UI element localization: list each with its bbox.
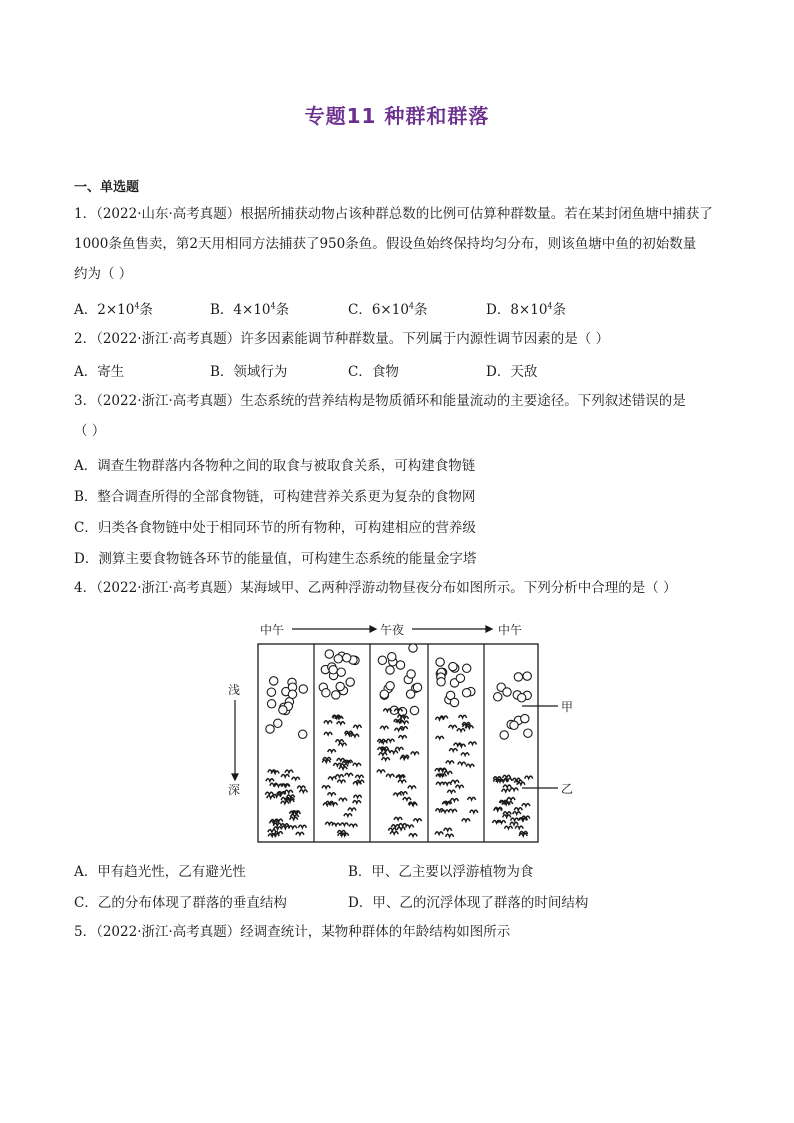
species-b-marker [457,729,465,732]
species-a-marker [450,698,458,706]
species-b-marker [513,812,521,815]
species-b-marker [299,790,307,793]
species-a-marker [413,683,421,691]
q3-stem-line2: （ ） [74,423,106,439]
q4-option-c: C．乙的分布体现了群落的垂直结构 [74,895,287,911]
species-b-marker [441,810,449,813]
species-b-marker [274,827,282,830]
species-b-marker [386,774,394,777]
q1-option-b: B．$4\times 10^4$条 [210,301,290,318]
species-b-marker [337,722,345,725]
species-b-marker [515,826,523,829]
q2-stem: 2．（2022·浙江·高考真题）许多因素能调节种群数量。下列属于内源性调节因素的是（ ） [74,331,610,347]
species-b-marker [398,780,406,783]
species-a-marker [279,706,287,714]
species-b-marker [354,795,362,798]
species-b-marker [324,721,332,724]
species-b-marker [390,832,398,835]
species-b-marker [395,728,403,731]
species-a-marker [270,677,278,685]
species-b-marker [348,808,356,811]
species-b-marker [449,749,457,752]
species-a-markers [266,644,532,739]
species-a-marker [322,689,330,697]
q1-stem-line1: 1．（2022·山东·高考真题）根据所捕获动物占该种群总数的比例可估算种群数量。若在某封闭鱼塘中捕获了 [74,206,713,222]
species-a-marker [299,685,307,693]
species-b-marker [394,817,402,820]
species-a-marker [456,674,464,682]
species-b-marker [285,770,293,773]
species-b-marker [297,786,305,789]
species-b-marker [266,779,274,782]
q1-option-a: A．$2\times 10^4$条 [74,301,153,318]
q1-option-d: D．$8\times 10^4$条 [486,301,566,318]
species-b-marker [456,785,464,788]
species-b-marker [399,824,407,827]
species-b-marker [343,761,351,764]
species-b-marker [386,739,394,742]
species-b-marker [411,752,419,755]
species-a-marker [436,658,444,666]
species-a-marker [329,666,337,674]
species-a-marker [503,688,511,696]
q3-option-a: A．调查生物群落内各物种之间的取食与被取食关系，可构建食物链 [74,458,476,474]
species-b-markers [265,709,532,837]
species-a-marker [514,673,522,681]
species-a-marker [437,678,445,686]
species-b-marker [390,751,398,754]
species-b-marker [380,726,388,729]
depth-arrow [232,700,238,780]
q4-option-d: D．甲、乙的沉浮体现了群落的时间结构 [348,895,589,911]
species-b-marker [399,736,407,739]
species-b-marker [340,823,348,826]
species-a-marker [396,661,404,669]
species-b-marker [296,832,304,835]
species-b-marker [450,799,458,802]
species-b-marker [503,775,511,778]
species-b-marker [339,798,347,801]
q1-stem-line3: 约为（ ） [74,266,133,282]
species-b-marker [447,790,455,793]
species-b-marker [265,792,273,795]
species-b-marker [344,814,352,817]
species-a-marker [288,690,296,698]
species-b-marker [382,758,390,761]
species-b-marker [393,793,401,796]
time-label-noon-right: 中午 [498,623,523,637]
species-b-marker [336,775,344,778]
q3-stem-line1: 3．（2022·浙江·高考真题）生态系统的营养结构是物质循环和能量流动的主要途径。下列叙述错误的是 [74,393,686,409]
species-b-marker [505,826,513,829]
species-b-marker [451,780,459,783]
species-a-marker [378,656,386,664]
q4-option-b: B．甲、乙主要以浮游植物为食 [348,864,534,880]
species-b-marker [435,832,443,835]
species-b-marker [281,801,289,804]
q3-option-d: D．测算主要食物链各环节的能量值，可构建生态系统的能量金字塔 [74,551,477,567]
species-a-marker [343,654,351,662]
species-b-marker [436,736,444,739]
species-b-marker [525,776,533,779]
species-b-marker [377,770,385,773]
species-b-marker [351,734,359,737]
species-b-marker [336,740,344,743]
species-a-marker [462,689,470,697]
depth-label-shallow: 浅 [228,683,241,697]
species-b-marker [514,780,522,783]
species-b-marker [461,753,469,756]
species-a-marker [449,662,457,670]
species-a-marker [409,644,417,652]
species-a-marker [406,690,414,698]
species-b-marker [444,828,452,831]
species-b-marker [379,741,387,744]
species-b-marker [459,715,467,718]
species-b-marker [522,804,530,807]
species-a-marker [523,672,531,680]
species-a-marker [267,700,275,708]
species-b-marker [401,721,409,724]
species-b-marker [328,750,336,753]
species-b-marker [470,810,478,813]
species-a-marker [410,706,418,714]
species-b-marker [281,775,289,778]
species-a-marker [380,690,388,698]
species-b-marker [349,824,357,827]
species-b-marker [502,789,510,792]
q3-option-c: C．归类各食物链中处于相同环节的所有物种，可构建相应的营养级 [74,520,476,536]
species-a-marker [407,670,415,678]
species-b-marker [503,785,511,788]
species-b-marker [328,793,336,796]
species-a-marker [521,714,529,722]
species-b-marker [268,830,276,833]
species-b-marker [449,809,457,812]
species-b-marker [397,827,405,830]
species-b-marker [322,786,330,789]
q2-option-b: B．领域行为 [210,364,288,380]
species-b-marker [391,825,399,828]
species-b-marker [466,764,474,767]
time-label-midnight: 午夜 [380,623,405,637]
q2-option-c: C．食物 [348,364,399,380]
species-b-marker [446,761,454,764]
species-a-marker [494,693,502,701]
q2-option-d: D．天敌 [486,364,538,380]
species-b-marker [469,742,477,745]
species-a-marker [332,691,340,699]
species-a-marker [274,719,282,727]
species-a-marker [325,650,333,658]
q3-option-b: B．整合调查所得的全部食物链，可构建营养关系更为复杂的食物网 [74,489,476,505]
species-b-marker [514,808,522,811]
species-label-a: 甲 [561,700,574,714]
q1-option-c: C．$6\times 10^4$条 [348,301,428,318]
species-a-marker [518,694,526,702]
species-label-b: 乙 [561,782,574,796]
q1-stem-line2: 1000条鱼售卖，第2天用相同方法捕获了950条鱼。假设鱼始终保持均匀分布，则该鱼塘中鱼的初始数量 [74,236,697,252]
page-title: 专题11 种群和群落 [304,104,490,128]
species-a-marker [266,725,274,733]
species-b-marker [298,825,306,828]
species-b-marker [510,822,518,825]
species-a-marker [337,668,345,676]
species-b-marker [446,834,454,837]
species-b-marker [353,725,361,728]
species-b-marker [332,823,340,826]
species-b-marker [324,732,332,735]
species-a-marker [334,655,342,663]
species-b-marker [408,786,416,789]
species-b-marker [353,763,361,766]
species-a-marker [267,688,275,696]
q5-stem: 5．（2022·浙江·高考真题）经调查统计，某物种群体的年龄结构如图所示 [74,924,511,940]
species-b-marker [458,762,466,765]
depth-label-deep: 深 [228,783,241,797]
species-b-marker [449,725,457,728]
q4-stem: 4．（2022·浙江·高考真题）某海域甲、乙两种浮游动物昼夜分布如图所示。下列分析中合理的是（ ） [74,580,677,596]
species-b-marker [414,819,422,822]
species-b-marker [289,826,297,829]
species-a-marker [463,664,471,672]
species-b-marker [345,773,353,776]
species-b-marker [498,821,506,824]
species-b-marker [395,747,403,750]
q2-option-a: A．寄生 [74,364,125,380]
species-b-marker [503,812,511,815]
q4-option-a: A．甲有趋光性，乙有避光性 [74,864,246,880]
species-b-marker [388,828,396,831]
species-a-marker [510,721,518,729]
species-b-marker [353,801,361,804]
time-label-noon-left: 中午 [260,623,285,637]
species-b-marker [337,780,345,783]
species-a-marker [386,682,394,690]
q4-distribution-figure [222,618,582,848]
species-b-marker [507,798,515,801]
species-b-marker [468,797,476,800]
section-heading: 一、单选题 [74,180,140,195]
species-b-marker [462,819,470,822]
species-b-marker [338,831,346,834]
species-a-marker [524,729,532,737]
species-b-marker [356,775,364,778]
species-a-marker [346,678,354,686]
species-b-marker [285,790,293,793]
species-b-marker [339,767,347,770]
species-b-marker [292,777,300,780]
species-b-marker [403,798,411,801]
species-b-marker [511,818,519,821]
species-b-marker [409,834,417,837]
species-a-marker [388,653,396,661]
species-b-marker [273,823,281,826]
species-b-marker [510,788,518,791]
species-a-marker [336,682,344,690]
q4-figure-svg [222,618,582,848]
species-b-marker [328,777,336,780]
species-a-marker [299,730,307,738]
species-a-marker [386,666,394,674]
species-b-marker [290,817,298,820]
species-a-marker [500,731,508,739]
